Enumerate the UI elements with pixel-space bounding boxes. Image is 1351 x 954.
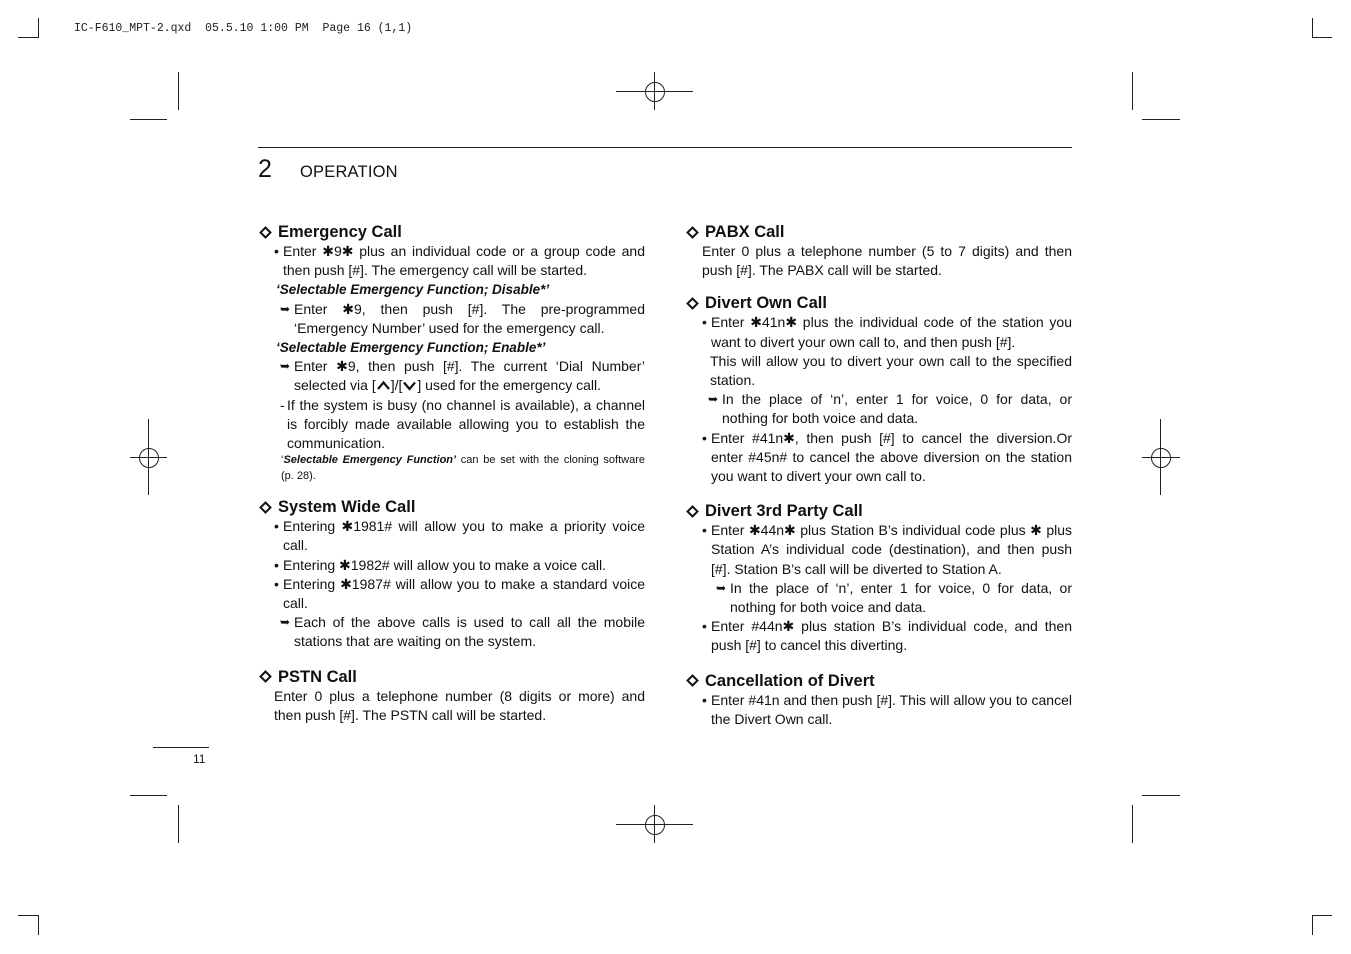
note-system-wide: ➥ Each of the above calls is used to call all the mobile stations that are waiting on the system.: [280, 614, 645, 650]
page-number-rule: [153, 747, 209, 748]
list-item: • Enter #41n and then push [#]. This will allow you to cancel the Divert Own call.: [702, 691, 1072, 727]
pstn-call-heading: PSTN Call: [258, 667, 645, 687]
arrow-icon: ➥: [708, 392, 719, 407]
arrow-icon: ➥: [280, 359, 291, 374]
divert-3rd-party-call-heading: Divert 3rd Party Call: [685, 501, 1072, 521]
pstn-text: Enter 0 plus a telephone number (8 digits or more) and then push [#]. The PSTN call will be started.: [274, 687, 645, 723]
pabx-text: Enter 0 plus a telephone number (5 to 7 digits) and then push [#]. The PABX call will be started.: [702, 243, 1072, 279]
arrow-icon: ➥: [716, 580, 727, 595]
list-item: • Enter #41n✱, then push [#] to cancel the diversion.Or enter #45n# to cancel the above diversion on the station you want to divert your own call to.: [702, 429, 1072, 485]
busy-note: - If the system is busy (no channel is available), a channel is forcibly made available allowing you to establish the communication.: [280, 396, 645, 452]
down-arrow-key-icon: [402, 379, 417, 392]
divert-own-continuation: This will allow you to divert your own call to the specified station.: [710, 352, 1072, 389]
list-item: • Entering ✱1981# will allow you to make a priority voice call.: [274, 518, 645, 554]
file-slug: IC-F610_MPT-2.qxd 05.5.10 1:00 PM Page 16 (1,1): [74, 22, 413, 35]
header-rule: [258, 147, 1072, 148]
left-column: [258, 222, 645, 725]
diamond-icon: [686, 297, 699, 310]
list-item: • Enter #44n✱ plus station B’s individual code, and then push [#] to cancel this diverting.: [702, 618, 1072, 654]
diamond-icon: [686, 226, 699, 239]
note-disable: ➥ Enter ✱9, then push [#]. The pre-programmed ‘Emergency Number’ used for the emergency call.: [280, 300, 645, 336]
chapter-title: OPERATION: [300, 163, 398, 181]
diamond-icon: [686, 674, 699, 687]
diamond-icon: [259, 501, 272, 514]
emergency-call-heading: Emergency Call: [258, 222, 645, 242]
arrow-icon: ➥: [280, 301, 291, 316]
footnote: ‘Selectable Emergency Function’ can be set with the cloning software (p. 28).: [281, 454, 645, 482]
pabx-call-heading: PABX Call: [685, 222, 1072, 242]
note-divert-3rd: ➥ In the place of ‘n’, enter 1 for voice, 0 for data, or nothing for both voice and data.: [716, 579, 1072, 616]
page-number: 11: [193, 752, 206, 766]
note-enable: ➥ Enter ✱9, then push [#]. The current ‘Dial Number’ selected via [ ]/[ ] used for the emergency call.: [280, 358, 645, 394]
cancellation-of-divert-heading: Cancellation of Divert: [685, 671, 1072, 691]
disable-label: ‘Selectable Emergency Function; Disable*’: [276, 282, 550, 298]
diamond-icon: [259, 226, 272, 239]
list-item: • Enter ✱9✱ plus an individual code or a group code and then push [#]. The emergency call will be started.: [274, 243, 645, 279]
divert-own-call-heading: Divert Own Call: [685, 293, 1072, 313]
diamond-icon: [686, 505, 699, 518]
right-column: [685, 222, 1072, 729]
up-arrow-key-icon: [376, 379, 391, 392]
arrow-icon: ➥: [280, 615, 291, 630]
list-item: • Entering ✱1987# will allow you to make a standard voice call.: [274, 575, 645, 612]
note-divert-own: ➥ In the place of ‘n’, enter 1 for voice, 0 for data, or nothing for both voice and data.: [708, 391, 1072, 427]
system-wide-call-heading: System Wide Call: [258, 497, 645, 517]
diamond-icon: [259, 670, 272, 683]
chapter-number: 2: [258, 155, 272, 183]
enable-label: ‘Selectable Emergency Function; Enable*’: [276, 340, 546, 356]
list-item: • Enter ✱41n✱ plus the individual code of the station you want to divert your own call to, and then push [#].: [702, 314, 1072, 350]
list-item: • Entering ✱1982# will allow you to make a voice call.: [274, 556, 607, 573]
list-item: • Enter ✱44n✱ plus Station B’s individual code plus ✱ plus Station A’s individual code (destination), and then push [#]. Station B’s call will be diverted to Station A.: [702, 522, 1072, 577]
